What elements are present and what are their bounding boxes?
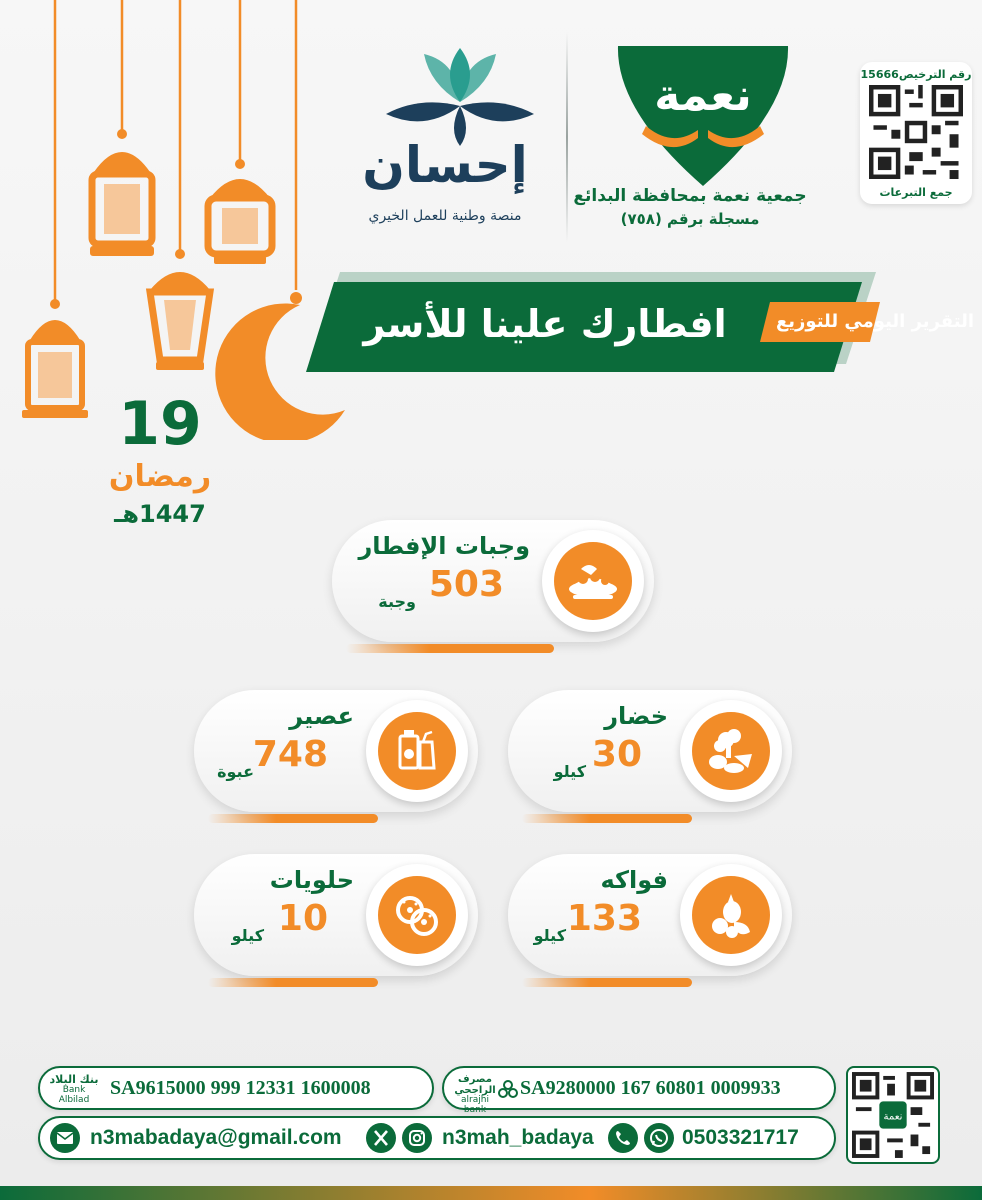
- card-underline: [208, 814, 378, 823]
- card-value: 30: [591, 734, 642, 775]
- ihsan-tagline: منصة وطنية للعمل الخيري: [368, 208, 522, 224]
- email-icon[interactable]: [50, 1123, 80, 1153]
- juice-icon: [390, 724, 444, 778]
- date-day: 19: [118, 389, 202, 459]
- banner-subtitle: التقرير اليومي للتوزيع: [776, 311, 974, 332]
- card-underline: [522, 978, 692, 987]
- lantern-icon: [22, 299, 88, 418]
- fruits-icon: [704, 888, 758, 942]
- card-value: 133: [566, 898, 642, 939]
- card-value: 503: [428, 564, 504, 605]
- stat-card-fruits: [508, 854, 792, 990]
- card-unit: وجبة: [378, 592, 416, 611]
- card-value: 748: [252, 734, 328, 775]
- banner-title: افطارك علينا للأسر: [363, 302, 727, 346]
- card-unit: كيلو: [231, 926, 264, 945]
- footer-qr-logo: نعمة: [883, 1111, 903, 1123]
- iban-alrajhi-bar: [442, 1066, 836, 1115]
- card-underline: [346, 644, 554, 653]
- alrajhi-emblem-icon: [498, 1079, 518, 1099]
- card-underline: [522, 814, 692, 823]
- social-handle[interactable]: n3mah_badaya: [442, 1126, 594, 1149]
- x-twitter-icon[interactable]: [366, 1123, 396, 1153]
- stat-card-juice: [194, 690, 478, 826]
- albilad-logo: بنك البلاد Bank Albilad: [49, 1073, 99, 1105]
- phone-number[interactable]: 0503321717: [682, 1126, 799, 1149]
- niama-logo: [612, 40, 794, 190]
- bottom-strip: [0, 1186, 982, 1200]
- header-divider: [566, 32, 568, 242]
- card-label: حلويات: [269, 866, 354, 894]
- stat-card-sweets: [194, 854, 478, 990]
- card-label: وجبات الإفطار: [358, 532, 530, 560]
- ihsan-logo-icon: [380, 44, 540, 149]
- card-icon-holder: [542, 530, 644, 632]
- iban-albilad-bar: [38, 1066, 434, 1110]
- card-icon-holder: [680, 700, 782, 802]
- card-label: عصير: [289, 702, 354, 730]
- niama-association-name: جمعية نعمة بمحافظة البدائع: [573, 186, 807, 206]
- card-unit: كيلو: [533, 926, 566, 945]
- phone-icon[interactable]: [608, 1123, 638, 1153]
- qr-code-icon: [869, 85, 963, 179]
- license-label: رقم الترخيص15666: [860, 68, 972, 81]
- niama-logo-text: نعمة: [654, 70, 752, 121]
- card-icon-holder: [366, 864, 468, 966]
- qr-code-icon: [852, 1072, 934, 1158]
- stat-card-vegetables: [508, 690, 792, 826]
- card-unit: عبوة: [217, 762, 254, 781]
- date-month: رمضان: [108, 459, 212, 494]
- card-label: خضار: [604, 702, 668, 730]
- instagram-icon[interactable]: [402, 1123, 432, 1153]
- card-icon-holder: [366, 700, 468, 802]
- card-underline: [208, 978, 378, 987]
- donation-qr-card[interactable]: [860, 62, 972, 204]
- stat-card-meals: [332, 520, 654, 656]
- niama-registration: مسجلة برقم (٧٥٨): [620, 210, 760, 228]
- iban-albilad[interactable]: SA9615000 999 12331 1600008: [110, 1077, 371, 1099]
- qr-caption: جمع التبرعات: [879, 186, 953, 199]
- card-label: فواكه: [600, 866, 668, 894]
- meal-icon: [563, 551, 623, 611]
- card-value: 10: [277, 898, 328, 939]
- alrajhi-logo: مصرف الراجحي alrajhi bank: [454, 1074, 496, 1115]
- card-unit: كيلو: [553, 762, 586, 781]
- whatsapp-icon[interactable]: [644, 1123, 674, 1153]
- footer-qr-card[interactable]: [846, 1066, 940, 1164]
- vegetables-icon: [704, 724, 758, 778]
- email-address[interactable]: n3mabadaya@gmail.com: [90, 1126, 342, 1149]
- card-icon-holder: [680, 864, 782, 966]
- date-year: 1447هـ: [114, 500, 206, 528]
- contact-bar: [38, 1116, 836, 1160]
- ihsan-name: إحسان: [362, 136, 528, 194]
- sweets-icon: [390, 888, 444, 942]
- iban-alrajhi[interactable]: SA9280000 167 60801 0009933: [520, 1077, 781, 1099]
